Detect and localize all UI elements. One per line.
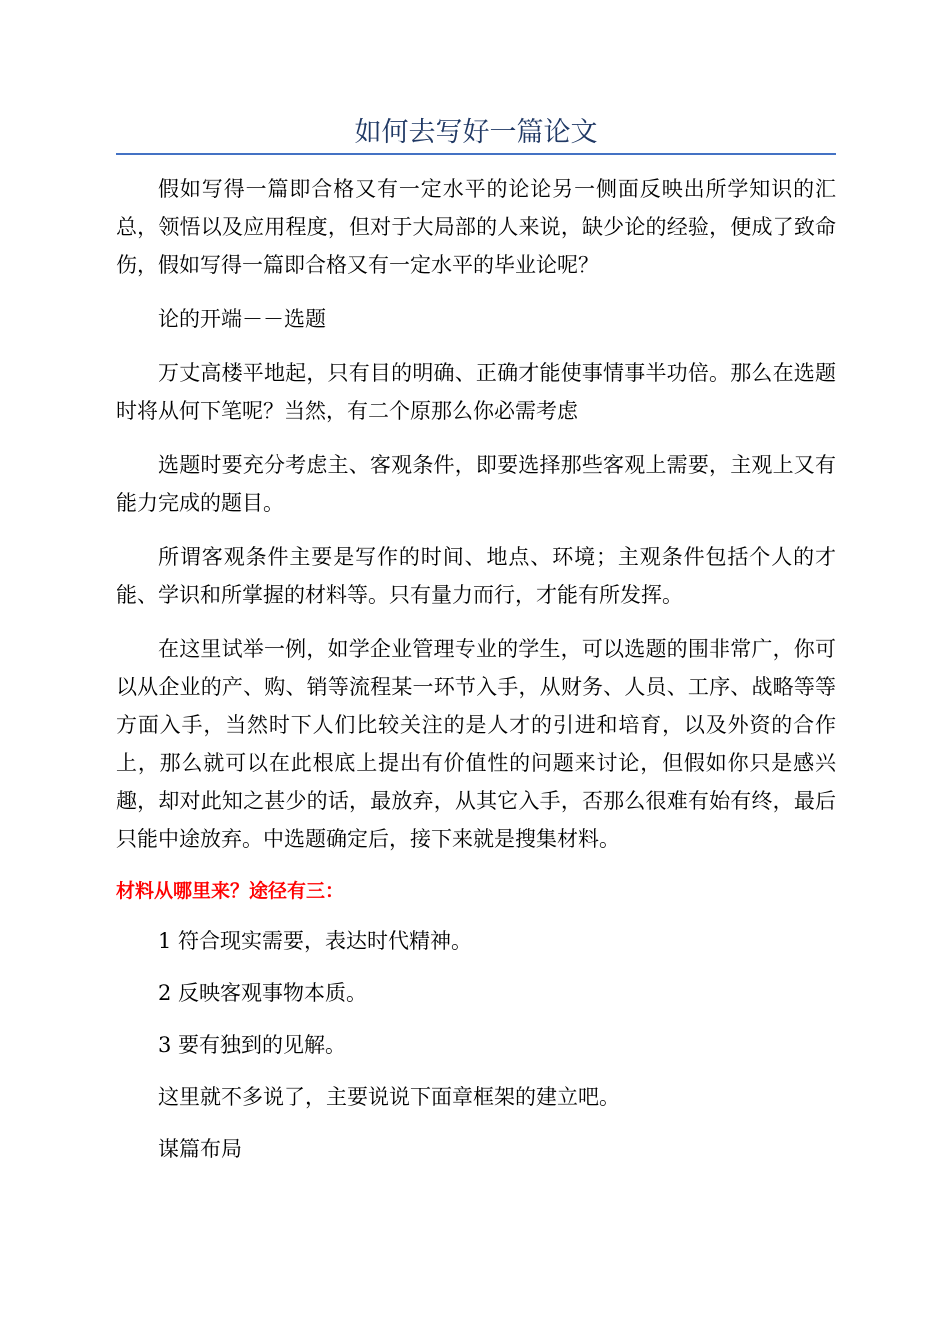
paragraph-conditions-detail: 所谓客观条件主要是写作的时间、地点、环境；主观条件包括个人的才能、学识和所掌握的材料等。只有量力而行，才能有所发挥。 xyxy=(116,545,836,607)
document-body xyxy=(116,170,836,1168)
paragraph-transition: 这里就不多说了，主要说说下面章框架的建立吧。 xyxy=(158,1085,620,1109)
paragraph-layout-heading: 谋篇布局 xyxy=(158,1137,242,1161)
title-underline xyxy=(116,153,836,155)
list-item-3: 3 要有独到的见解。 xyxy=(158,1033,347,1057)
list-item-1: 1 符合现实需要，表达时代精神。 xyxy=(158,929,473,953)
paragraph-intro: 假如写得一篇即合格又有一定水平的论论另一侧面反映出所学知识的汇总，领悟以及应用程度，但对于大局部的人来说，缺少论的经验，便成了致命伤，假如写得一篇即合格又有一定水平的毕业论呢？ xyxy=(116,177,836,277)
paragraph-topic-heading: 论的开端－－选题 xyxy=(158,307,326,331)
list-item-2: 2 反映客观事物本质。 xyxy=(158,981,368,1005)
paragraph-topic-conditions: 选题时要充分考虑主、客观条件，即要选择那些客观上需要，主观上又有能力完成的题目。 xyxy=(116,453,836,515)
paragraph-topic-purpose: 万丈高楼平地起，只有目的明确、正确才能使事情事半功倍。那么在选题时将从何下笔呢？当然，有二个原那么你必需考虑 xyxy=(116,361,836,423)
document-title: 如何去写好一篇论文 xyxy=(354,117,598,148)
materials-heading: 材料从哪里来？途径有三： xyxy=(116,880,345,902)
paragraph-example: 在这里试举一例，如学企业管理专业的学生，可以选题的围非常广，你可以从企业的产、购、销等流程某一环节入手，从财务、人员、工序、战略等等方面入手，当然时下人们比较关注的是人才的引进和培育，以及外资的合作上，那么就可以在此根底上提出有价值性的问题来讨论，但假如你只是感兴趣，却对此知之甚少的话，最放弃，从其它入手，否那么很难有始有终，最后只能中途放弃。中选题确定后，接下来就是搜集材料。 xyxy=(116,637,836,851)
